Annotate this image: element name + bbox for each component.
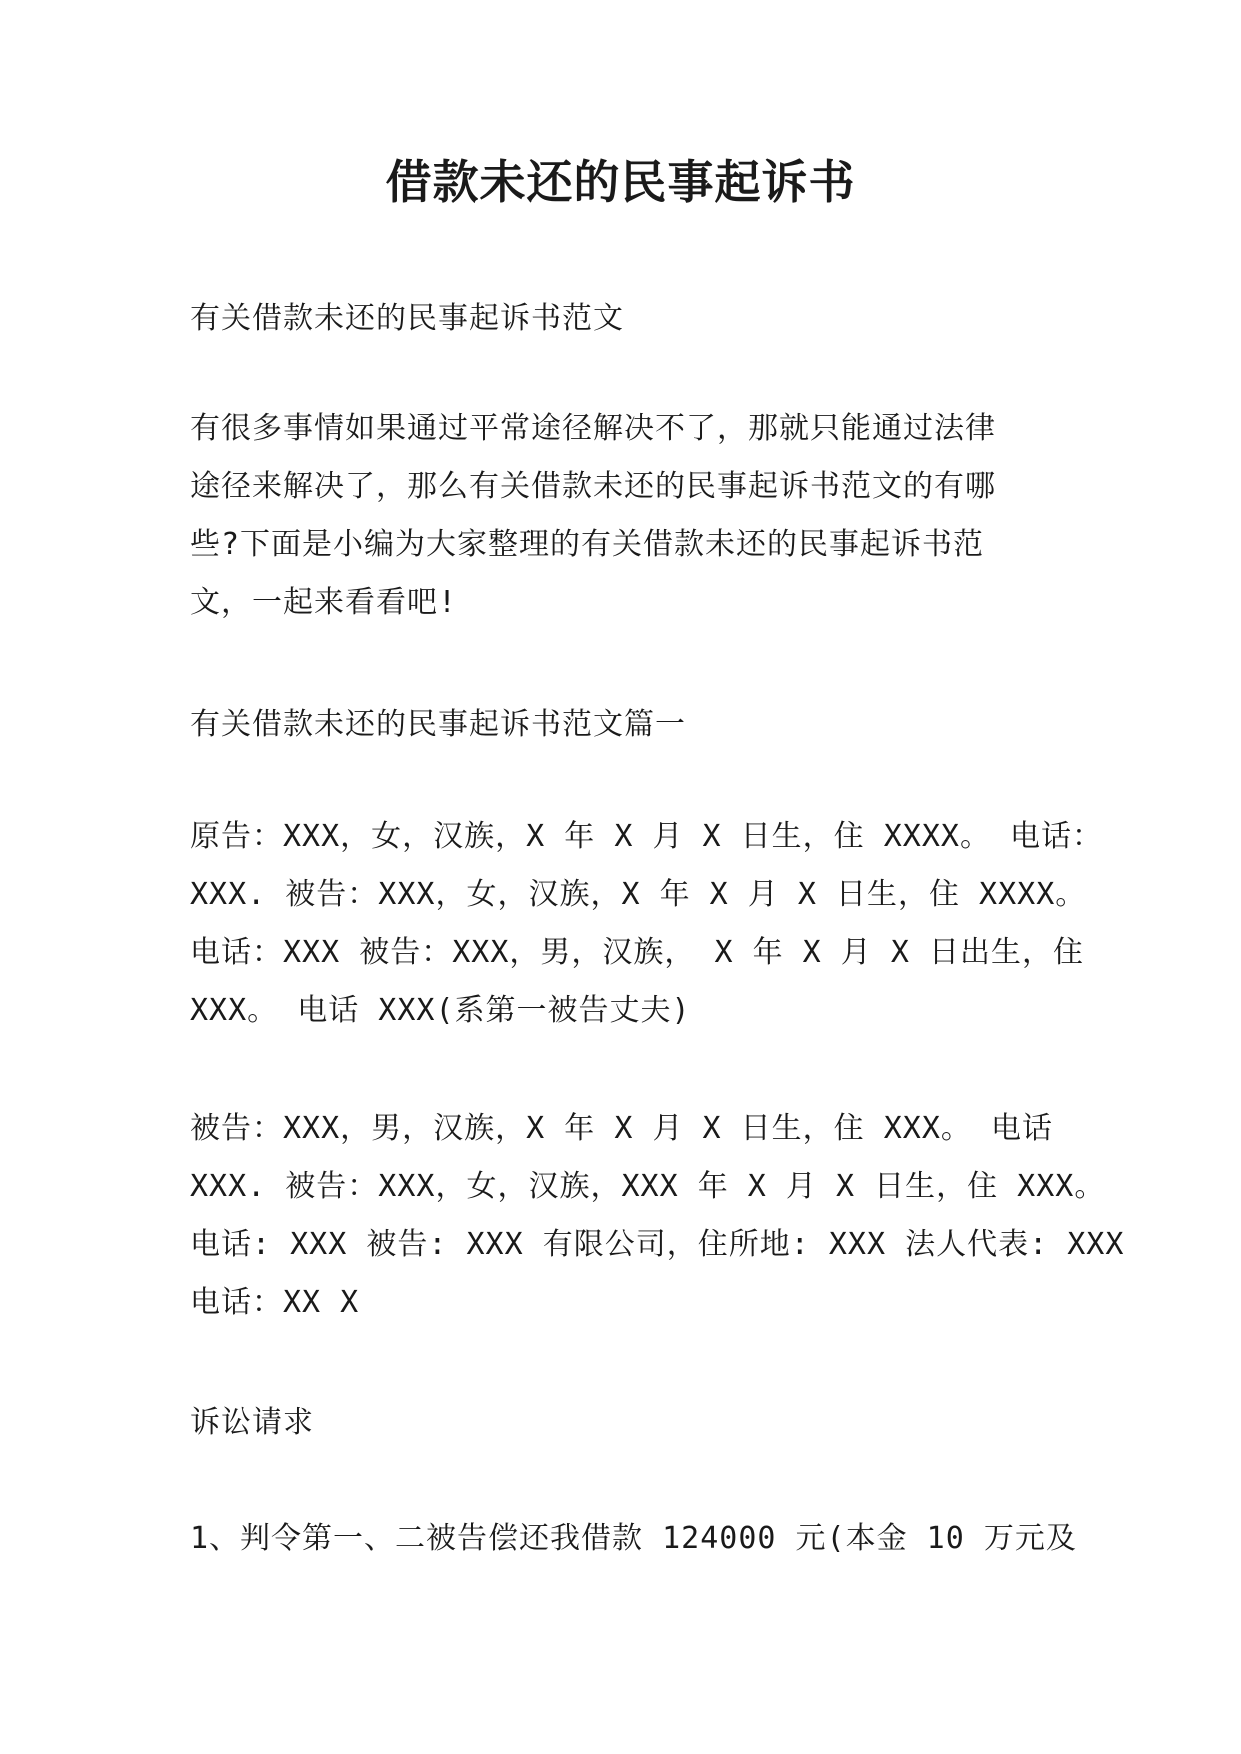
parties-line: 电话: XXX 被告: XXX 有限公司，住所地: XXX 法人代表: XXX [190,1227,1125,1262]
parties-paragraph-1 [190,808,1104,1040]
parties-line: 电话：XX X [190,1285,360,1320]
parties-line: XXX. 被告：XXX，女，汉族，XXX 年 X 月 X 日生，住 XXX。 [190,1169,1106,1204]
parties-line: 电话：XXX 被告：XXX，男，汉族， X 年 X 月 X 日出生，住 [190,935,1084,970]
parties-line: 被告：XXX，男，汉族，X 年 X 月 X 日生，住 XXX。 电话 [190,1111,1053,1146]
intro-line: 途径来解决了，那么有关借款未还的民事起诉书范文的有哪 [190,469,996,504]
intro-line: 文，一起来看看吧! [190,585,458,620]
document-subtitle: 有关借款未还的民事起诉书范文 [190,301,624,336]
parties-line: XXX。 电话 XXX(系第一被告丈夫) [190,993,691,1028]
intro-paragraph [190,400,1070,632]
chapter-heading: 有关借款未还的民事起诉书范文篇一 [190,707,686,742]
claim-paragraph-1 [190,1510,1077,1568]
parties-paragraph-2 [190,1100,1125,1332]
claim-line: 1、判令第一、二被告偿还我借款 124000 元(本金 10 万元及 [190,1521,1077,1556]
claims-heading: 诉讼请求 [190,1405,314,1440]
document-title: 借款未还的民事起诉书 [385,155,856,209]
parties-line: 原告：XXX，女，汉族，X 年 X 月 X 日生，住 XXXX。 电话： [190,819,1104,854]
parties-line: XXX. 被告：XXX，女，汉族，X 年 X 月 X 日生，住 XXXX。 [190,877,1087,912]
intro-line: 有很多事情如果通过平常途径解决不了，那就只能通过法律 [190,411,996,446]
intro-line: 些?下面是小编为大家整理的有关借款未还的民事起诉书范 [190,527,985,562]
